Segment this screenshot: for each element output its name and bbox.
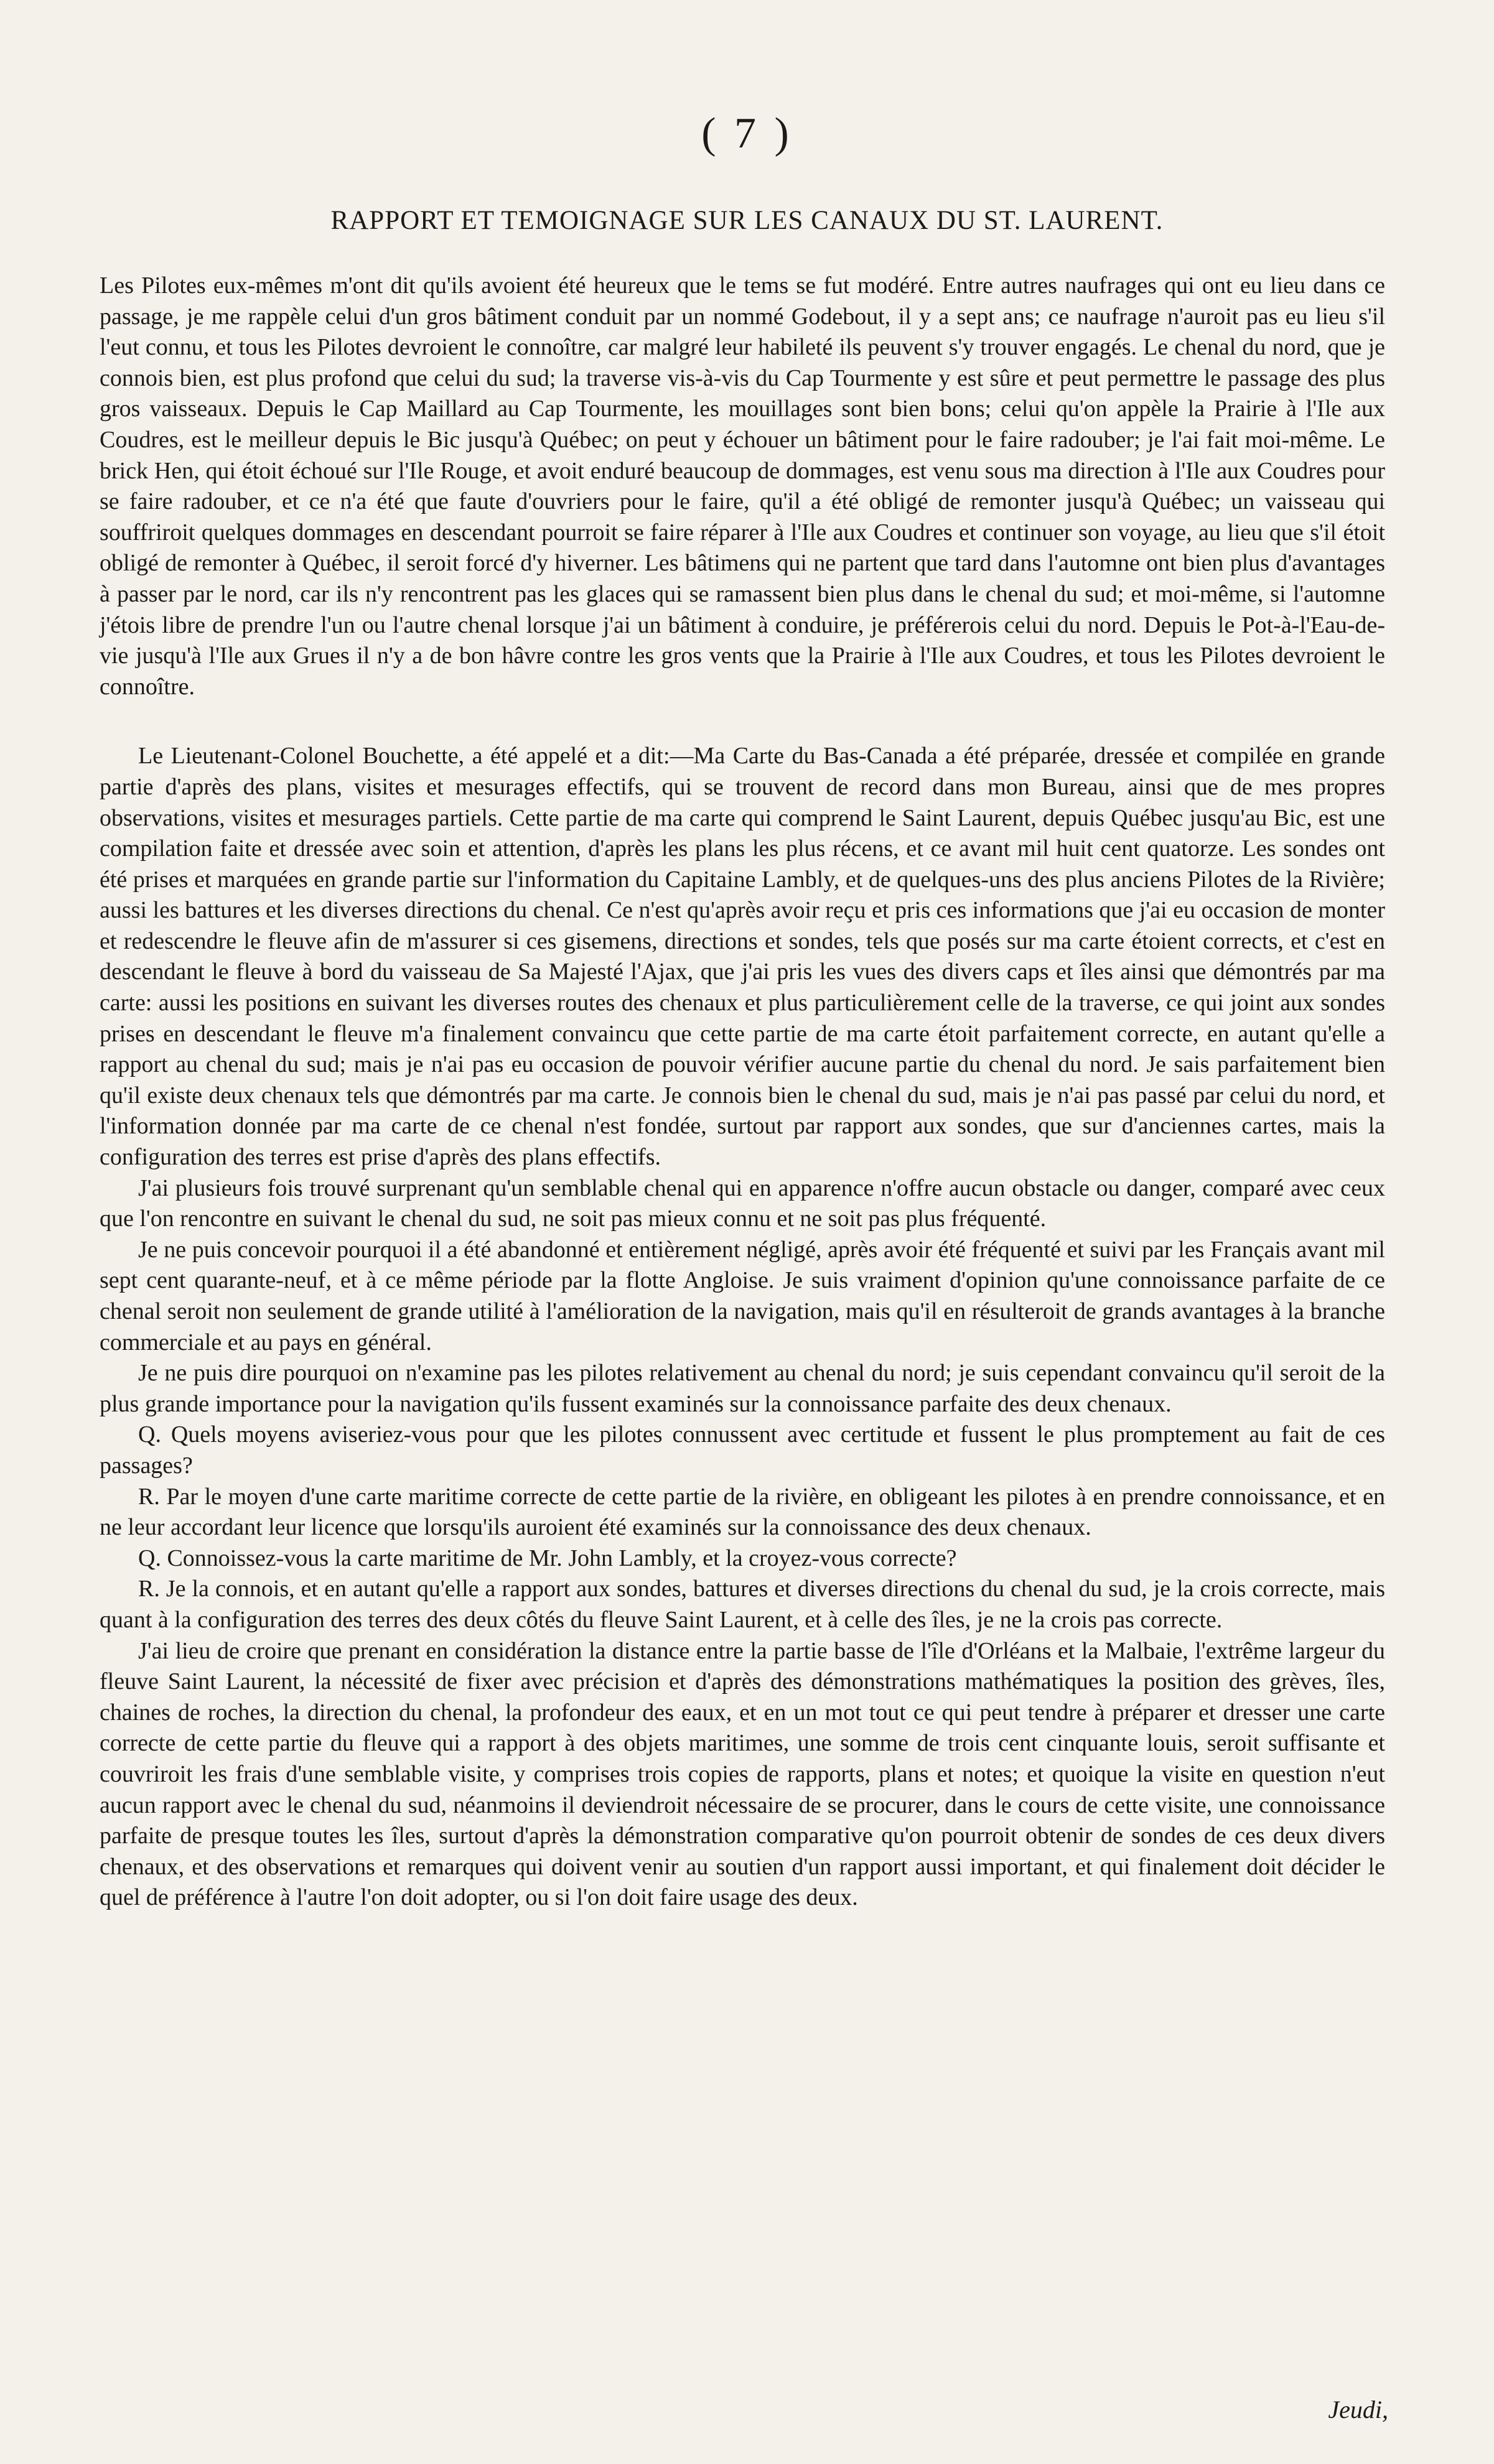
- paragraph: J'ai lieu de croire que prenant en considération la distance entre la partie basse de l'île d'Orléans et la Malbaie, l'extrême largeur du fleuve Saint Laurent, la nécessité de fixer avec précision et d'après des démonstrations mathématiques la position des grèves, îles, chaines de roches, la direction du chenal, la profondeur des eaux, et en un mot tout ce qui peut tendre à préparer et dresser une carte correcte de cette partie du fleuve qui a rapport à des objets maritimes, une somme de trois cent cinquante louis, seroit suffisante et couvriroit les frais d'une semblable visite, y comprises trois copies de rapports, plans et notes; et quoique la visite en question n'eut aucun rapport avec le chenal du sud, néanmoins il deviendroit nécessaire de se procurer, dans le cours de cette visite, une connoissance parfaite de presque toutes les îles, surtout d'après la démonstration comparative qu'on pourroit obtenir de sondes de ces deux divers chenaux, et des observations et remarques qui doivent venir au soutien d'un rapport aussi important, et qui finalement doit décider le quel de préférence à l'autre l'on doit adopter, ou si l'on doit faire usage des deux.: [100, 1637, 1385, 1911]
- page-number: ( 7 ): [701, 109, 793, 157]
- question: Q. Connoissez-vous la carte maritime de Mr. John Lambly, et la croyez-vous correcte?: [138, 1545, 957, 1571]
- paragraph: J'ai plusieurs fois trouvé surprenant qu'un semblable chenal qui en apparence n'offre aucun obstacle ou danger, comparé avec ceux que l'on rencontre en suivant le chenal du sud, ne soit pas mieux connu et ne soit pas plus fréquenté.: [100, 1174, 1385, 1232]
- body-text: [100, 271, 1385, 1913]
- running-title: RAPPORT ET TEMOIGNAGE SUR LES CANAUX DU ST. LAURENT.: [330, 206, 1164, 235]
- question: Q. Quels moyens aviseriez-vous pour que les pilotes connussent avec certitude et fussent le plus promptement au fait de ces passages?: [100, 1421, 1385, 1479]
- catchword: Jeudi,: [1328, 2396, 1388, 2424]
- paragraph: Je ne puis concevoir pourquoi il a été abandonné et entièrement négligé, après avoir été fréquenté et suivi par les Français avant mil sept cent quarante-neuf, et à ce même période par la flotte Angloise. Je suis vraiment d'opinion qu'une connoissance parfaite de ce chenal seroit non seulement de grande utilité à l'amélioration de la navigation, mais qu'il en résulteroit de grands avantages à la branche commerciale et au pays en général.: [100, 1236, 1385, 1355]
- paragraph-bouchette-testimony: Le Lieutenant-Colonel Bouchette, a été appelé et a dit:—Ma Carte du Bas-Canada a été préparée, dressée et compilée en grande partie d'après des plans, visites et mesurages effectifs, qui se trouvent de record dans mon Bureau, ainsi que de mes propres observations, visites et mesurages partiels. Cette partie de ma carte qui comprend le Saint Laurent, depuis Québec jusqu'au Bic, est une compilation faite et dressée avec soin et attention, d'après les plans les plus récens, et ce avant mil huit cent quatorze. Les sondes ont été prises et marquées en grande partie sur l'information du Capitaine Lambly, et de quelques-uns des plus anciens Pilotes de la Rivière; aussi les battures et les diverses directions du chenal. Ce n'est qu'après avoir reçu et pris ces informations que j'ai eu occasion de monter et redescendre le fleuve afin de m'assurer si ces gisemens, directions et sondes, tels que posés sur ma carte étoient corrects, et c'est en descendant le fleuve à bord du vaisseau de Sa Majesté l'Ajax, que j'ai pris les vues des divers caps et îles ainsi que démontrés par ma carte: aussi les positions en suivant les diverses routes des chenaux et plus particulièrement celle de la traverse, ce qui joint aux sondes prises en descendant le fleuve m'a finalement convaincu que cette partie de ma carte étoit parfaitement correcte, en autant qu'elle a rapport au chenal du sud; mais je n'ai pas eu occasion de pouvoir vérifier aucune partie du chenal du nord. Je sais parfaitement bien qu'il existe deux chenaux tels que démontrés par ma carte. Je connois bien le chenal du sud, mais je n'ai pas passé par celui du nord, et l'information donnée par ma carte de ce chenal n'est fondée, surtout par rapport aux sondes, que sur d'anciennes cartes, mais la configuration des terres est prise d'après des plans effectifs.: [100, 743, 1385, 1171]
- paragraph: Je ne puis dire pourquoi on n'examine pas les pilotes relativement au chenal du nord; je suis cependant convaincu qu'il seroit de la plus grande importance pour la navigation qu'ils fussent examinés sur la connoissance parfaite des deux chenaux.: [100, 1360, 1385, 1417]
- paragraph-pilot-testimony: Les Pilotes eux-mêmes m'ont dit qu'ils avoient été heureux que le tems se fut modéré. Entre autres naufrages qui ont eu lieu dans ce passage, je me rappèle celui d'un gros bâtiment conduit par un nommé Godebout, il y a sept ans; ce naufrage n'auroit pas eu lieu s'il l'eut connu, et tous les Pilotes devroient le connoître, car malgré leur habileté ils peuvent s'y trouver engagés. Le chenal du nord, que je connois bien, est plus profond que celui du sud; la traverse vis-à-vis du Cap Tourmente y est sûre et peut permettre le passage des plus gros vaisseaux. Depuis le Cap Maillard au Cap Tourmente, les mouillages sont bien bons; celui qu'on appèle la Prairie à l'Ile aux Coudres, est le meilleur depuis le Bic jusqu'à Québec; on peut y échouer un bâtiment pour le faire radouber; je l'ai fait moi-même. Le brick Hen, qui étoit échoué sur l'Ile Rouge, et avoit enduré beaucoup de dommages, est venu sous ma direction à l'Ile aux Coudres pour se faire radouber, et ce n'a été que faute d'ouvriers pour le faire, qu'il a été obligé de remonter jusqu'à Québec; un vaisseau qui souffriroit quelques dommages en descendant pourroit se faire réparer à l'Ile aux Coudres et continuer son voyage, au lieu que s'il étoit obligé de remonter à Québec, il seroit forcé d'y hiverner. Les bâtimens qui ne partent que tard dans l'automne ont bien plus d'avantages à passer par le nord, car ils n'y rencontrent pas les glaces qui se ramassent bien plus dans le chenal du sud; et moi-même, si l'automne j'étois libre de prendre l'un ou l'autre chenal lorsque j'ai un bâtiment à conduire, je préférerois celui du nord. Depuis le Pot-à-l'Eau-de-vie jusqu'à l'Ile aux Grues il n'y a de bon hâvre contre les gros vents que la Prairie à l'Ile aux Coudres, et tous les Pilotes devroient le connoître.: [100, 272, 1385, 700]
- answer: R. Par le moyen d'une carte maritime correcte de cette partie de la rivière, en obligeant les pilotes à en prendre connoissance, et en ne leur accordant leur licence que lorsqu'ils auroient été examinés sur la connoissance des deux chenaux.: [100, 1483, 1385, 1541]
- answer: R. Je la connois, et en autant qu'elle a rapport aux sondes, battures et diverses directions du chenal du sud, je la crois correcte, mais quant à la configuration des terres des deux côtés du fleuve Saint Laurent, et à celle des îles, je ne la crois pas correcte.: [100, 1576, 1385, 1633]
